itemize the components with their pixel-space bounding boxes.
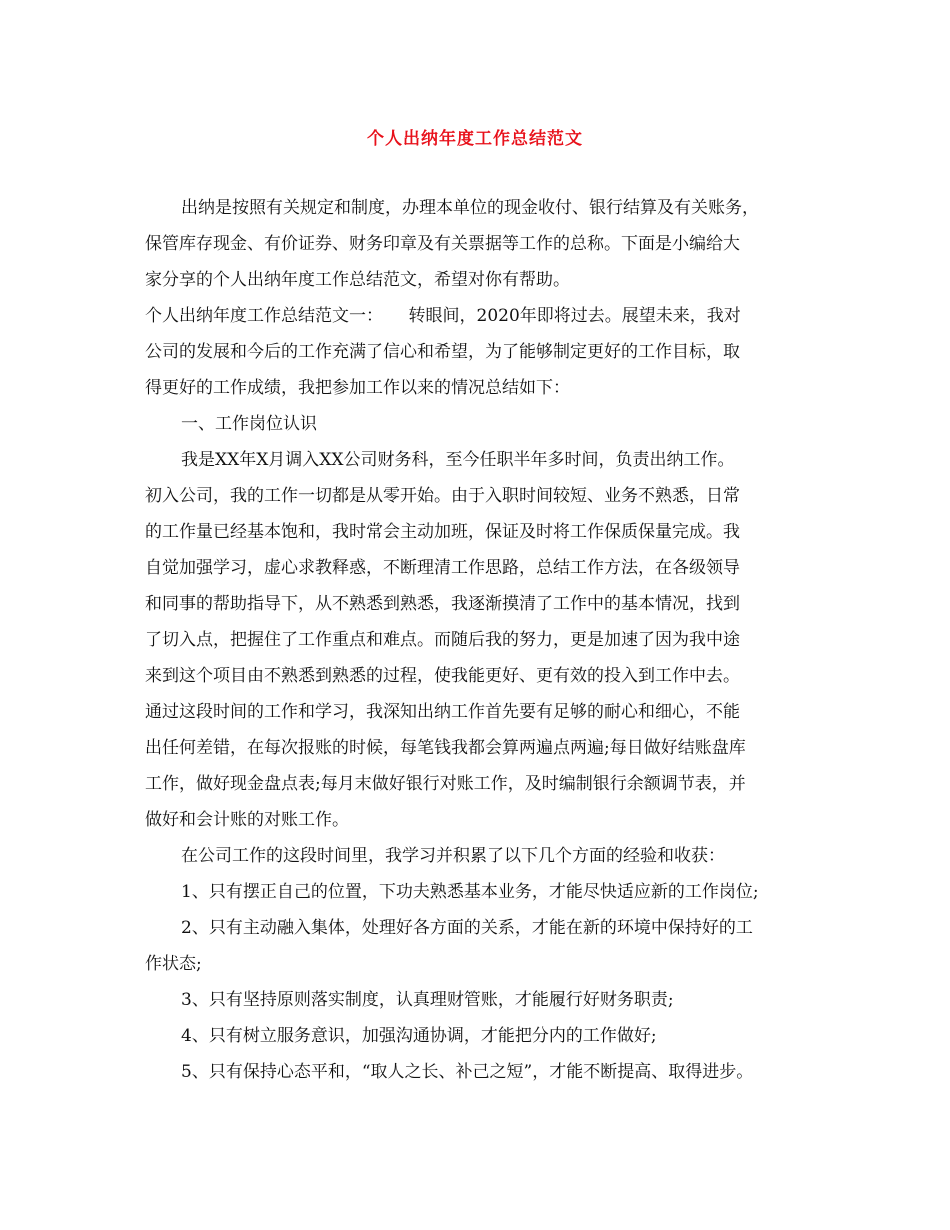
paragraph-line: 出任何差错，在每次报账的时候，每笔钱我都会算两遍点两遍;每日做好结账盘库 xyxy=(145,738,746,758)
paragraph-line: 在公司工作的这段时间里，我学习并积累了以下几个方面的经验和收获： xyxy=(181,846,725,866)
paragraph-line: 公司的发展和今后的工作充满了信心和希望，为了能够制定更好的工作目标，取 xyxy=(145,342,740,362)
paragraph-line: 家分享的个人出纳年度工作总结范文，希望对你有帮助。 xyxy=(145,270,570,290)
paragraph-line: 来到这个项目由不熟悉到熟悉的过程，使我能更好、更有效的投入到工作中去。 xyxy=(145,666,740,686)
paragraph-line: 做好和会计账的对账工作。 xyxy=(145,810,349,830)
paragraph-line: 自觉加强学习，虚心求教释惑，不断理清工作思路，总结工作方法，在各级领导 xyxy=(145,558,740,578)
paragraph-line: 工作，做好现金盘点表;每月末做好银行对账工作，及时编制银行余额调节表，并 xyxy=(145,774,746,794)
paragraph-line: 我是XX年X月调入XX公司财务科，至今任职半年多时间，负责出纳工作。 xyxy=(181,450,735,470)
paragraph-line: 得更好的工作成绩，我把参加工作以来的情况总结如下： xyxy=(145,378,570,398)
list-item: 1、只有摆正自己的位置，下功夫熟悉基本业务，才能尽快适应新的工作岗位; xyxy=(181,882,759,902)
list-item: 5、只有保持心态平和，“取人之长、补己之短”，才能不断提高、取得进步。 xyxy=(181,1062,754,1082)
list-item-continuation: 作状态; xyxy=(145,954,202,974)
paragraph-line: 个人出纳年度工作总结范文一： 转眼间，2020年即将过去。展望未来，我对 xyxy=(145,306,741,326)
paragraph-line: 的工作量已经基本饱和，我时常会主动加班，保证及时将工作保质保量完成。我 xyxy=(145,522,740,542)
paragraph-line: 和同事的帮助指导下，从不熟悉到熟悉，我逐渐摸清了工作中的基本情况，找到 xyxy=(145,594,740,614)
document-title: 个人出纳年度工作总结范文 xyxy=(367,129,583,149)
paragraph-line: 了切入点，把握住了工作重点和难点。而随后我的努力，更是加速了因为我中途 xyxy=(145,630,740,650)
section-heading: 一、工作岗位认识 xyxy=(181,414,317,434)
paragraph-line: 保管库存现金、有价证券、财务印章及有关票据等工作的总称。下面是小编给大 xyxy=(145,234,740,254)
paragraph-line: 通过这段时间的工作和学习，我深知出纳工作首先要有足够的耐心和细心，不能 xyxy=(145,702,740,722)
list-item: 3、只有坚持原则落实制度，认真理财管账，才能履行好财务职责; xyxy=(181,990,674,1010)
paragraph-line: 出纳是按照有关规定和制度，办理本单位的现金收付、银行结算及有关账务， xyxy=(181,198,759,218)
list-item: 4、只有树立服务意识，加强沟通协调，才能把分内的工作做好; xyxy=(181,1026,657,1046)
list-item: 2、只有主动融入集体，处理好各方面的关系，才能在新的环境中保持好的工 xyxy=(181,918,753,938)
paragraph-line: 初入公司，我的工作一切都是从零开始。由于入职时间较短、业务不熟悉，日常 xyxy=(145,486,740,506)
